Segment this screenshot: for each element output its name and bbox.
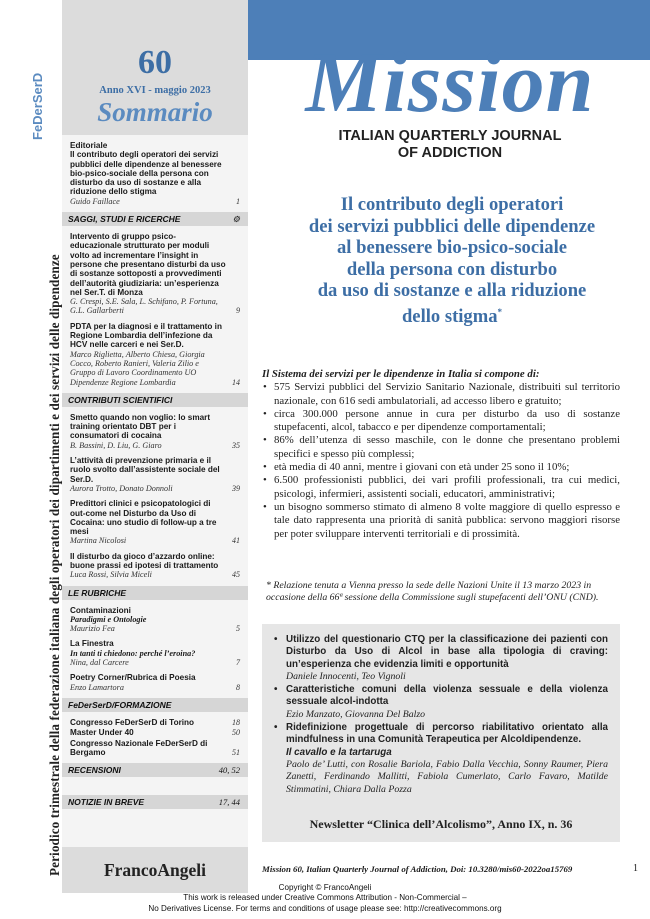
license-line: No Derivatives License. For terms and conditions of usage please see: http://creativecommons.org xyxy=(148,903,502,913)
journal-subtitle xyxy=(270,128,630,162)
entry-page: 8 xyxy=(236,682,240,692)
entry-page: 9 xyxy=(236,306,240,316)
section-label: LE RUBRICHE xyxy=(68,587,127,598)
editoriale-label: Editoriale xyxy=(70,141,108,150)
toc-entry[interactable] xyxy=(70,232,240,316)
newsletter-item[interactable] xyxy=(274,634,608,683)
toc-entry[interactable] xyxy=(70,322,240,387)
page-number: 1 xyxy=(633,863,638,874)
section-label: NOTIZIE IN BREVE xyxy=(68,797,145,808)
entry-title: La Finestra xyxy=(70,639,114,649)
list-item: • 575 Servizi pubblici del Servizio Sanitario Nazionale, distribuiti sul territorio nazionale, con 616 sedi ambulatoriali, ad accesso libero e gratuito; xyxy=(262,381,620,408)
publisher-logo: FrancoAngeli xyxy=(62,847,248,893)
list-item: • 6.500 professionisti pubblici, dei vari profili professionali, tra cui medici, psicologi, infermieri, assistenti sociali, educatori, amministrativi; xyxy=(262,474,620,501)
journal-logo: Mission xyxy=(305,34,595,130)
toc-entry[interactable] xyxy=(70,673,240,692)
notizie-header[interactable] xyxy=(62,795,248,809)
table-of-contents xyxy=(62,0,248,893)
entry-subtitle: Paradigmi e Ontologie xyxy=(70,614,147,624)
footnote: * Relazione tenuta a Vienna presso la sede delle Nazioni Unite il 13 marzo 2023 in occasione della 66ª sessione della Commissione sugli stupefacenti dell’ONU (CND). xyxy=(266,580,599,604)
entry-title: Il disturbo da gioco d’azzardo online: buone prassi ed ipotesi di trattamento xyxy=(70,551,219,570)
entry-title: L’attività di prevenzione primaria e il ruolo svolto dall’assistente sociale del Ser.D. xyxy=(70,456,220,484)
entry-page: 51 xyxy=(232,747,240,757)
title-line: dello stigma* xyxy=(401,306,503,328)
title-line: al benessere bio-psico-sociale xyxy=(337,237,567,259)
toc-entry[interactable] xyxy=(70,141,240,206)
toc-entry[interactable] xyxy=(70,552,240,580)
newsletter-item[interactable] xyxy=(274,684,608,721)
gear-icon: ⚙ xyxy=(232,214,240,225)
entry-authors: Marco Riglietta, Alberto Chiesa, Giorgia Cocco, Roberto Ranieri, Valeria Zilio e Gruppo di Lavoro Coordinamento UO Dipendenze Regione Lombardia xyxy=(70,349,205,387)
item-authors: Daniele Innocenti, Teo Vignoli xyxy=(286,670,406,682)
entry-authors: Nina, dal Carcere xyxy=(70,658,129,668)
doi-line xyxy=(262,864,642,874)
issue-header xyxy=(62,0,248,135)
entry-title: Congresso Nazionale FeDerSerD di Bergamo xyxy=(70,738,208,757)
article-title xyxy=(262,194,642,328)
entry-page: 1 xyxy=(236,196,240,206)
toc-entry[interactable] xyxy=(70,606,240,634)
issue-number: 60 xyxy=(138,44,172,81)
spine xyxy=(0,0,62,880)
section-pages: 40, 52 xyxy=(218,765,240,776)
newsletter-label: Newsletter “Clinica dell’Alcolismo”, Anno IX, n. 36 xyxy=(309,816,573,831)
toc-entry[interactable] xyxy=(70,718,240,727)
entry-authors: Martina Nicolosi xyxy=(70,536,127,546)
entry-title: PDTA per la diagnosi e il trattamento in Regione Lombardia dell’infezione da HCV nelle carceri e nei Ser.D. xyxy=(70,321,222,350)
toc-entry[interactable] xyxy=(70,499,240,545)
item-authors: Ezio Manzato, Giovanna Del Balzo xyxy=(286,708,426,720)
entry-authors: B. Bassini, D. Liu, G. Giaro xyxy=(70,440,162,450)
entry-title: Il contributo degli operatori dei servizi pubblici delle dipendenze al benessere bio-psico-sociale della persona con disturbo da uso di sostanze e alla riduzione dello stigma xyxy=(70,150,222,197)
entry-title: Contaminazioni xyxy=(70,605,131,615)
spine-title: Periodico trimestrale della federazione italiana degli operatori dei dipartimenti e dei servizi delle dipendenze xyxy=(47,254,62,876)
toc-entry[interactable] xyxy=(70,456,240,493)
editoriale-section xyxy=(62,135,248,809)
footnote-mark: * xyxy=(497,306,503,317)
license-line: This work is released under Creative Commons Attribution - Non-Commercial – xyxy=(183,893,467,903)
entry-title: Smetto quando non voglio: lo smart training orientato DBT per i consumatori di cocaina xyxy=(70,412,211,441)
entry-page: 7 xyxy=(236,658,240,668)
section-label: CONTRIBUTI SCIENTIFICI xyxy=(68,394,173,405)
entry-title: Predittori clinici e psicopatologici di out-come nel Disturbo da Uso di Cocaina: uno studio di follow-up a tre mesi xyxy=(70,499,217,537)
entry-page: 5 xyxy=(236,624,240,634)
entry-page: 39 xyxy=(232,483,240,493)
section-header xyxy=(62,698,248,712)
article-body xyxy=(262,368,620,541)
item-authors: Paolo de’ Lutti, con Rosalie Bariola, Fabio Dalla Vecchia, Sonny Raumer, Piera Zanetti, Ferdinando Mallitti, Fabiola Cumerlato, Carlo Favaro, Matilde Stimmatini, Chiara Dalla Pozza xyxy=(286,758,608,795)
entry-page: 18 xyxy=(232,717,240,727)
section-header xyxy=(62,393,248,407)
entry-authors: Aurora Trotto, Donato Donnoli xyxy=(70,483,173,493)
entry-title: Intervento di gruppo psico-educazionale strutturato per moduli volto ad incrementare l’insight in persone che presentano disturbi da uso di sostanze sottoposti a provvedimenti dell’autorità giudiziaria: un’esperienza nel Ser.T. di Monza xyxy=(70,232,226,297)
toc-heading: Sommario xyxy=(97,97,213,127)
list-item: • 86% dell’utenza di sesso maschile, con le donne che presentano problemi specifici e spesso più complessi; xyxy=(262,434,620,461)
toc-entry[interactable] xyxy=(70,739,240,758)
list-item: • circa 300.000 persone annue in cura per disturbo da uso di sostanze stupefacenti, alcol, tabacco e per dipendenze comportamentali; xyxy=(262,408,620,435)
copyright-notice xyxy=(0,883,650,914)
section-header xyxy=(62,586,248,600)
item-subtitle: Il cavallo e la tartaruga xyxy=(286,746,392,758)
subtitle-line: OF ADDICTION xyxy=(397,145,503,161)
toc-entry[interactable] xyxy=(70,639,240,667)
entry-authors: Luca Rossi, Silvia Miceli xyxy=(70,570,152,580)
section-pages: 17, 44 xyxy=(218,797,240,808)
entry-title: Congresso FeDerSerD di Torino xyxy=(70,717,195,727)
item-title: • Ridefinizione progettuale di percorso riabilitativo orientato alla mindfulness in una Comunità Terapeutica per Alcoldipendenze. xyxy=(286,722,608,746)
title-line: da uso di sostanze e alla riduzione xyxy=(317,280,587,302)
item-title: • Caratteristiche comuni della violenza sessuale e della violenza sessuale alcol-indotta xyxy=(286,684,608,708)
entry-authors: Enzo Lamartora xyxy=(70,682,124,692)
entry-page: 14 xyxy=(232,377,240,387)
newsletter-item[interactable] xyxy=(274,722,608,796)
entry-authors: Guido Faillace xyxy=(70,196,120,206)
entry-authors: Maurizio Fea xyxy=(70,624,115,634)
entry-authors: G. Crespi, S.E. Sala, L. Schifano, P. Fortuna, G.L. Gallarberti xyxy=(70,297,218,316)
entry-page: 50 xyxy=(232,728,240,738)
issue-date: Anno XVI - maggio 2023 xyxy=(99,85,211,96)
section-label: SAGGI, STUDI E RICERCHE xyxy=(68,214,181,225)
subtitle-line: ITALIAN QUARTERLY JOURNAL xyxy=(338,128,562,144)
section-label: FeDerSerD/FORMAZIONE xyxy=(68,699,172,710)
copyright: Copyright © FrancoAngeli xyxy=(278,883,372,892)
item-title: • Utilizzo del questionario CTQ per la classificazione dei pazienti con Disturbo da Uso di Alcol in base alla tipologia di craving: un’esperienza che evidenzia limiti e opportunità xyxy=(286,634,608,670)
recensioni-header[interactable] xyxy=(62,763,248,777)
entry-title: Poetry Corner/Rubrica di Poesia xyxy=(70,673,196,683)
doi-text: Mission 60, Italian Quarterly Journal of Addiction, Doi: 10.3280/mis60-2022oa15769 xyxy=(262,864,573,874)
entry-title: Master Under 40 xyxy=(70,728,134,738)
section-label: RECENSIONI xyxy=(68,765,121,776)
entry-page: 41 xyxy=(232,536,240,546)
list-item: • età media di 40 anni, mentre i giovani con età under 25 sono il 10%; xyxy=(262,461,620,474)
newsletter-box xyxy=(262,624,620,842)
facts-list xyxy=(262,381,620,541)
entry-page: 45 xyxy=(232,570,240,580)
spine-brand: FeDerSerD xyxy=(30,72,45,140)
title-line: della persona con disturbo xyxy=(346,258,558,280)
entry-subtitle: In tanti ti chiedono: perché l’eroina? xyxy=(70,648,196,658)
title-line: Il contributo degli operatori xyxy=(340,194,564,215)
list-item: • un bisogno sommerso stimato di almeno 8 volte maggiore di quello espresso e tale dato rappresenta una priorità di sanità pubblica: servono maggiori risorse per poter sviluppare interventi territoriali e di prossimità. xyxy=(262,501,620,541)
section-header xyxy=(62,212,248,226)
toc-entry[interactable] xyxy=(70,728,240,737)
entry-page: 35 xyxy=(232,440,240,450)
toc-entry[interactable] xyxy=(70,413,240,450)
lead-text: Il Sistema dei servizi per le dipendenze in Italia si compone di: xyxy=(262,368,540,380)
title-line: dei servizi pubblici delle dipendenze xyxy=(308,215,596,237)
